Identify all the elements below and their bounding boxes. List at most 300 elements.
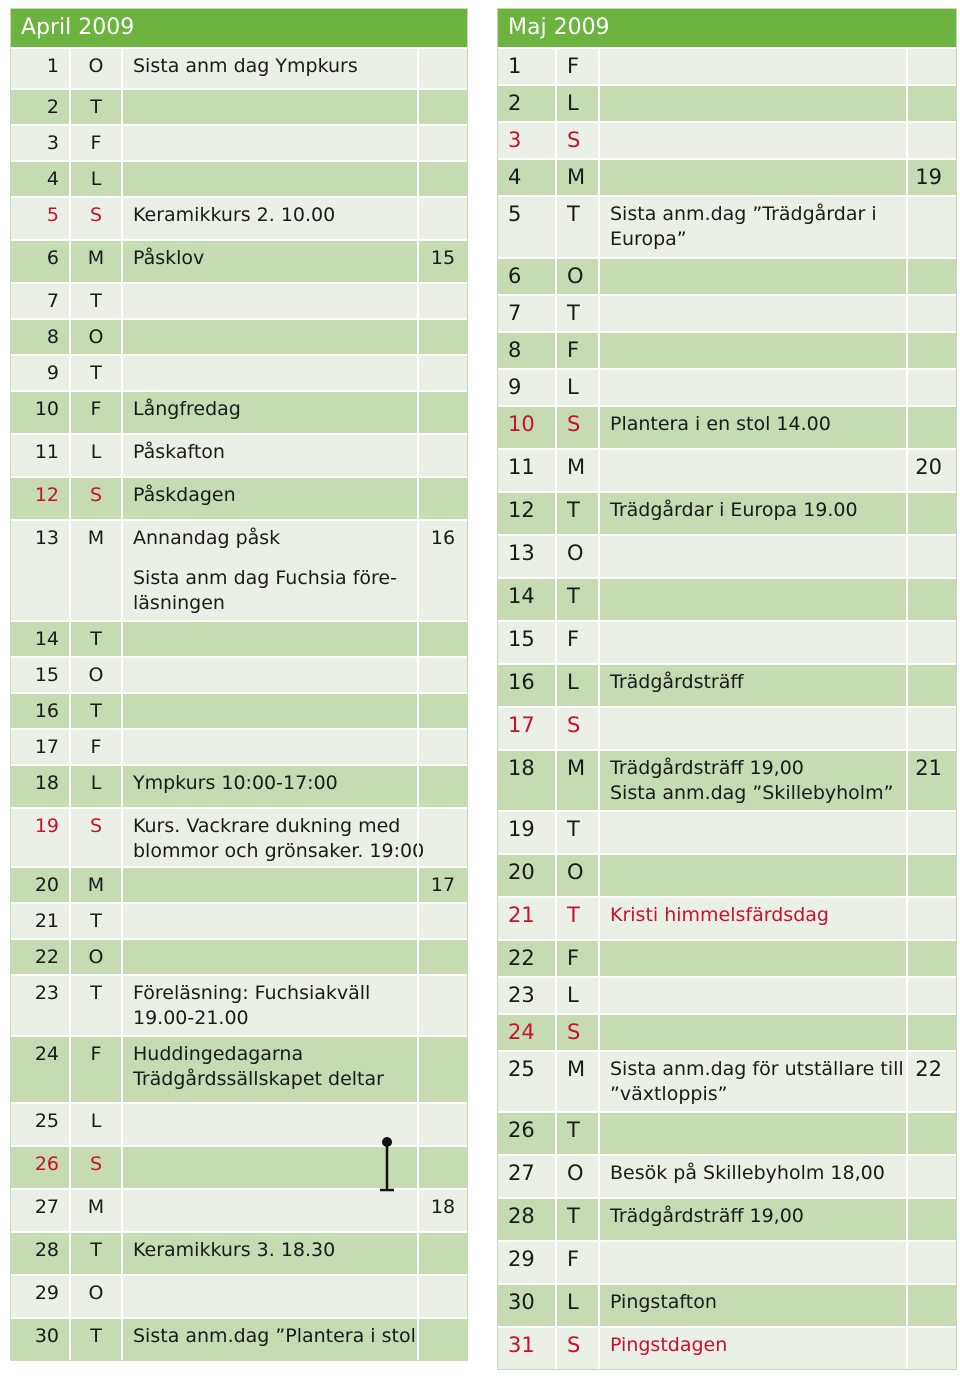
weekday-letter: S bbox=[69, 1147, 121, 1188]
day-number: 18 bbox=[34, 772, 59, 794]
event-cell bbox=[598, 1156, 906, 1197]
day-number: 23 bbox=[508, 983, 535, 1007]
week-number: 17 bbox=[417, 868, 467, 902]
weekday-letter: L bbox=[69, 1104, 121, 1145]
weekday-letter: T bbox=[69, 694, 121, 728]
event-text: Pingstdagen bbox=[610, 1334, 728, 1356]
event-cell bbox=[121, 1190, 417, 1231]
weekday-letter: S bbox=[69, 198, 121, 239]
event-cell bbox=[121, 1037, 417, 1102]
day-row bbox=[498, 331, 956, 368]
weekday-letter: M bbox=[69, 521, 121, 620]
text-cursor-icon bbox=[377, 1136, 397, 1194]
day-number: 13 bbox=[508, 541, 535, 565]
day-number: 11 bbox=[508, 455, 535, 479]
weekday-letter: M bbox=[69, 1190, 121, 1231]
day-row bbox=[11, 88, 467, 124]
week-number bbox=[417, 392, 467, 433]
day-row bbox=[11, 974, 467, 1035]
day-number: 2 bbox=[46, 96, 59, 118]
event-cell bbox=[121, 392, 417, 433]
event-cell bbox=[121, 940, 417, 974]
weekday-letter: S bbox=[69, 809, 121, 866]
weekday-letter: T bbox=[555, 579, 598, 620]
week-number bbox=[906, 1242, 956, 1283]
week-number bbox=[417, 809, 467, 866]
day-number: 30 bbox=[34, 1325, 59, 1347]
day-number: 16 bbox=[508, 670, 535, 694]
day-number: 10 bbox=[508, 412, 535, 436]
week-number bbox=[417, 976, 467, 1035]
event-text: Ympkurs 10:00-17:00 bbox=[133, 772, 338, 794]
day-number: 28 bbox=[34, 1239, 59, 1261]
event-cell bbox=[121, 658, 417, 692]
day-number: 21 bbox=[34, 910, 59, 932]
week-number: 21 bbox=[906, 751, 956, 810]
weekday-letter: T bbox=[555, 197, 598, 257]
day-row bbox=[498, 158, 956, 195]
event-cell bbox=[598, 579, 906, 620]
event-cell bbox=[598, 1285, 906, 1326]
event-cell bbox=[598, 259, 906, 294]
weekday-letter: L bbox=[555, 86, 598, 121]
day-number: 11 bbox=[34, 441, 59, 463]
day-number: 29 bbox=[508, 1247, 535, 1271]
week-number bbox=[906, 978, 956, 1013]
day-number: 9 bbox=[46, 362, 59, 384]
day-row bbox=[11, 433, 467, 476]
week-number bbox=[417, 1276, 467, 1317]
weekday-letter: F bbox=[69, 392, 121, 433]
week-number: 16 bbox=[417, 521, 467, 620]
week-number bbox=[417, 162, 467, 196]
event-text: Sista anm.dag för utställare till bbox=[610, 1058, 904, 1080]
day-number: 16 bbox=[34, 700, 59, 722]
day-number: 17 bbox=[508, 713, 535, 737]
week-number bbox=[417, 904, 467, 938]
week-number bbox=[906, 123, 956, 158]
event-cell bbox=[598, 333, 906, 368]
day-number: 1 bbox=[508, 54, 522, 78]
event-text: Annandag påsk bbox=[133, 527, 281, 549]
week-number bbox=[906, 493, 956, 534]
event-cell bbox=[121, 126, 417, 160]
event-text: ”växtloppis” bbox=[610, 1083, 728, 1105]
day-row bbox=[11, 318, 467, 354]
weekday-letter: L bbox=[69, 766, 121, 807]
event-cell bbox=[598, 1242, 906, 1283]
day-row bbox=[11, 1035, 467, 1102]
event-cell bbox=[121, 320, 417, 354]
week-number: 15 bbox=[417, 241, 467, 282]
day-row bbox=[498, 577, 956, 620]
week-number bbox=[417, 478, 467, 519]
event-text: Keramikkurs 2. 10.00 bbox=[133, 204, 336, 226]
week-number bbox=[906, 1015, 956, 1050]
week-number bbox=[906, 407, 956, 448]
day-number: 17 bbox=[34, 736, 59, 758]
weekday-letter: M bbox=[555, 1052, 598, 1111]
day-row bbox=[11, 1274, 467, 1317]
day-row bbox=[11, 866, 467, 902]
day-row bbox=[11, 47, 467, 88]
event-cell bbox=[598, 812, 906, 853]
day-rows bbox=[498, 47, 956, 1369]
weekday-letter: O bbox=[69, 49, 121, 88]
day-row bbox=[498, 663, 956, 706]
event-cell bbox=[598, 898, 906, 939]
day-number: 6 bbox=[46, 247, 59, 269]
event-cell bbox=[598, 197, 906, 257]
event-text: Keramikkurs 3. 18.30 bbox=[133, 1239, 336, 1261]
event-cell bbox=[121, 730, 417, 764]
event-text: Huddingedagarna bbox=[133, 1043, 304, 1065]
week-number bbox=[906, 855, 956, 896]
event-cell bbox=[598, 622, 906, 663]
day-number: 14 bbox=[34, 628, 59, 650]
day-row bbox=[11, 1145, 467, 1188]
event-cell bbox=[121, 162, 417, 196]
day-row bbox=[498, 749, 956, 810]
day-row bbox=[498, 1050, 956, 1111]
event-cell bbox=[598, 160, 906, 195]
week-number bbox=[906, 579, 956, 620]
event-cell bbox=[598, 450, 906, 491]
day-number: 15 bbox=[34, 664, 59, 686]
week-number bbox=[417, 1319, 467, 1360]
weekday-letter: T bbox=[69, 284, 121, 318]
weekday-letter: S bbox=[555, 1328, 598, 1369]
day-row bbox=[498, 84, 956, 121]
week-number bbox=[417, 1037, 467, 1102]
day-row bbox=[11, 1102, 467, 1145]
day-row bbox=[11, 620, 467, 656]
weekday-letter: O bbox=[555, 259, 598, 294]
weekday-letter: S bbox=[555, 1015, 598, 1050]
month-title: April 2009 bbox=[11, 9, 467, 47]
weekday-letter: F bbox=[555, 941, 598, 976]
week-number bbox=[906, 1113, 956, 1154]
weekday-letter: O bbox=[69, 1276, 121, 1317]
day-number: 4 bbox=[508, 165, 522, 189]
event-cell bbox=[121, 766, 417, 807]
day-row bbox=[498, 896, 956, 939]
week-number bbox=[417, 1104, 467, 1145]
day-number: 26 bbox=[34, 1153, 59, 1175]
day-number: 22 bbox=[34, 946, 59, 968]
day-row bbox=[11, 902, 467, 938]
week-number bbox=[417, 356, 467, 390]
day-number: 8 bbox=[508, 338, 522, 362]
event-text: Europa” bbox=[610, 228, 687, 250]
day-row bbox=[498, 405, 956, 448]
week-number bbox=[417, 49, 467, 88]
event-text: Trädgårdar i Europa 19.00 bbox=[610, 499, 858, 521]
event-text: Påsklov bbox=[133, 247, 205, 269]
day-row bbox=[498, 853, 956, 896]
week-number bbox=[417, 320, 467, 354]
day-number: 26 bbox=[508, 1118, 535, 1142]
event-cell bbox=[121, 1147, 417, 1188]
week-number bbox=[417, 766, 467, 807]
week-number bbox=[906, 333, 956, 368]
day-number: 19 bbox=[34, 815, 59, 837]
day-row bbox=[498, 1197, 956, 1240]
week-number bbox=[906, 708, 956, 749]
event-text: läsningen bbox=[133, 592, 225, 614]
calendar-maj bbox=[497, 8, 957, 1370]
day-number: 27 bbox=[508, 1161, 535, 1185]
day-row bbox=[498, 195, 956, 257]
week-number bbox=[417, 940, 467, 974]
weekday-letter: F bbox=[555, 622, 598, 663]
weekday-letter: T bbox=[69, 904, 121, 938]
event-cell bbox=[121, 976, 417, 1035]
day-row bbox=[498, 1326, 956, 1369]
day-number: 12 bbox=[34, 484, 59, 506]
weekday-letter: O bbox=[69, 940, 121, 974]
day-row bbox=[498, 491, 956, 534]
day-number: 23 bbox=[34, 982, 59, 1004]
month-title: Maj 2009 bbox=[498, 9, 956, 47]
day-number: 6 bbox=[508, 264, 522, 288]
day-row bbox=[11, 728, 467, 764]
event-text: Föreläsning: Fuchsiakväll bbox=[133, 982, 371, 1004]
day-row bbox=[498, 810, 956, 853]
weekday-letter: O bbox=[69, 320, 121, 354]
week-number bbox=[417, 622, 467, 656]
weekday-letter: M bbox=[555, 751, 598, 810]
event-cell bbox=[121, 622, 417, 656]
day-number: 3 bbox=[508, 128, 522, 152]
day-row bbox=[11, 1188, 467, 1231]
day-row bbox=[11, 519, 467, 620]
event-cell bbox=[121, 284, 417, 318]
weekday-letter: S bbox=[555, 123, 598, 158]
day-number: 22 bbox=[508, 946, 535, 970]
day-row bbox=[11, 124, 467, 160]
weekday-letter: T bbox=[555, 1113, 598, 1154]
day-number: 5 bbox=[508, 202, 522, 226]
event-text: Sista anm.dag ”Plantera i stol bbox=[133, 1325, 416, 1347]
event-text: Sista anm.dag ”Skillebyholm” bbox=[610, 782, 894, 804]
week-number bbox=[906, 622, 956, 663]
day-number: 27 bbox=[34, 1196, 59, 1218]
day-row bbox=[498, 257, 956, 294]
week-number bbox=[906, 49, 956, 84]
event-cell bbox=[598, 370, 906, 405]
event-text: 19.00-21.00 bbox=[133, 1007, 249, 1029]
week-number bbox=[906, 86, 956, 121]
event-cell bbox=[121, 809, 425, 866]
day-row bbox=[11, 239, 467, 282]
day-row bbox=[498, 448, 956, 491]
week-number: 20 bbox=[906, 450, 956, 491]
week-number bbox=[417, 198, 467, 239]
day-number: 2 bbox=[508, 91, 522, 115]
week-number: 18 bbox=[417, 1190, 467, 1231]
weekday-letter: T bbox=[555, 1199, 598, 1240]
day-row bbox=[11, 196, 467, 239]
event-text: Sista anm dag Fuchsia före- bbox=[133, 567, 397, 589]
day-number: 29 bbox=[34, 1282, 59, 1304]
event-cell bbox=[121, 1319, 417, 1360]
day-row bbox=[11, 938, 467, 974]
day-number: 28 bbox=[508, 1204, 535, 1228]
weekday-letter: L bbox=[555, 978, 598, 1013]
day-number: 7 bbox=[46, 290, 59, 312]
event-cell bbox=[121, 198, 417, 239]
week-number bbox=[417, 284, 467, 318]
event-cell bbox=[598, 855, 906, 896]
day-row bbox=[11, 764, 467, 807]
day-row bbox=[498, 939, 956, 976]
week-number bbox=[906, 898, 956, 939]
day-number: 9 bbox=[508, 375, 522, 399]
day-number: 19 bbox=[508, 817, 535, 841]
weekday-letter: O bbox=[555, 855, 598, 896]
week-number: 22 bbox=[906, 1052, 956, 1111]
event-cell bbox=[598, 751, 906, 810]
weekday-letter: L bbox=[555, 370, 598, 405]
day-number: 20 bbox=[34, 874, 59, 896]
weekday-letter: T bbox=[69, 622, 121, 656]
weekday-letter: T bbox=[555, 296, 598, 331]
event-text: Trädgårdsträff bbox=[610, 671, 744, 693]
day-row bbox=[498, 121, 956, 158]
event-text: Plantera i en stol 14.00 bbox=[610, 413, 831, 435]
event-cell bbox=[598, 978, 906, 1013]
day-number: 25 bbox=[34, 1110, 59, 1132]
week-number bbox=[906, 1328, 956, 1369]
day-number: 18 bbox=[508, 756, 535, 780]
day-row bbox=[498, 368, 956, 405]
day-number: 8 bbox=[46, 326, 59, 348]
weekday-letter: T bbox=[555, 812, 598, 853]
week-number bbox=[906, 259, 956, 294]
day-row bbox=[11, 807, 467, 866]
day-row bbox=[11, 692, 467, 728]
event-cell bbox=[121, 241, 417, 282]
event-cell bbox=[598, 665, 906, 706]
weekday-letter: T bbox=[69, 1319, 121, 1360]
day-number: 30 bbox=[508, 1290, 535, 1314]
week-number: 19 bbox=[906, 160, 956, 195]
week-number bbox=[417, 435, 467, 476]
week-number bbox=[906, 197, 956, 257]
event-cell bbox=[121, 868, 417, 902]
weekday-letter: F bbox=[555, 333, 598, 368]
day-row bbox=[11, 1231, 467, 1274]
day-row bbox=[498, 1283, 956, 1326]
week-number bbox=[417, 658, 467, 692]
day-row bbox=[498, 706, 956, 749]
week-number bbox=[417, 1233, 467, 1274]
event-cell bbox=[121, 904, 417, 938]
day-number: 12 bbox=[508, 498, 535, 522]
day-number: 5 bbox=[46, 204, 59, 226]
day-row bbox=[11, 354, 467, 390]
event-text: blommor och grönsaker. 19:00 bbox=[133, 840, 425, 862]
week-number bbox=[906, 1285, 956, 1326]
week-number bbox=[906, 1199, 956, 1240]
day-row bbox=[498, 534, 956, 577]
weekday-letter: F bbox=[69, 1037, 121, 1102]
event-cell bbox=[598, 708, 906, 749]
day-row bbox=[11, 656, 467, 692]
weekday-letter: M bbox=[69, 241, 121, 282]
event-text: Kurs. Vackrare dukning med bbox=[133, 815, 401, 837]
day-number: 7 bbox=[508, 301, 522, 325]
event-cell bbox=[598, 536, 906, 577]
event-cell bbox=[121, 694, 417, 728]
weekday-letter: F bbox=[69, 126, 121, 160]
event-text: Besök på Skillebyholm 18,00 bbox=[610, 1162, 885, 1184]
event-text: Kristi himmelsfärdsdag bbox=[610, 904, 829, 926]
week-number bbox=[906, 536, 956, 577]
event-cell bbox=[121, 90, 417, 124]
event-text: Påskdagen bbox=[133, 484, 236, 506]
event-cell bbox=[121, 435, 417, 476]
event-cell bbox=[121, 521, 417, 620]
weekday-letter: L bbox=[555, 1285, 598, 1326]
day-row bbox=[498, 1240, 956, 1283]
day-row bbox=[11, 160, 467, 196]
weekday-letter: O bbox=[69, 658, 121, 692]
weekday-letter: T bbox=[69, 90, 121, 124]
day-row bbox=[498, 294, 956, 331]
event-cell bbox=[121, 478, 417, 519]
day-number: 4 bbox=[46, 168, 59, 190]
day-number: 24 bbox=[34, 1043, 59, 1065]
weekday-letter: M bbox=[555, 450, 598, 491]
week-number bbox=[906, 296, 956, 331]
week-number bbox=[417, 730, 467, 764]
day-row bbox=[498, 1013, 956, 1050]
week-number bbox=[417, 126, 467, 160]
event-cell bbox=[598, 1113, 906, 1154]
weekday-letter: T bbox=[69, 356, 121, 390]
day-number: 25 bbox=[508, 1057, 535, 1081]
event-text: Sista anm.dag ”Trädgårdar i bbox=[610, 203, 877, 225]
event-text: Pingstafton bbox=[610, 1291, 717, 1313]
event-cell bbox=[121, 49, 417, 88]
event-cell bbox=[598, 407, 906, 448]
event-cell bbox=[598, 1328, 906, 1369]
event-cell bbox=[598, 493, 906, 534]
event-text: Sista anm dag Ympkurs bbox=[133, 55, 358, 77]
day-number: 14 bbox=[508, 584, 535, 608]
weekday-letter: O bbox=[555, 536, 598, 577]
day-number: 1 bbox=[46, 55, 59, 77]
day-row bbox=[11, 476, 467, 519]
event-cell bbox=[121, 356, 417, 390]
weekday-letter: S bbox=[555, 708, 598, 749]
day-row bbox=[498, 976, 956, 1013]
day-row bbox=[498, 1154, 956, 1197]
event-text: Påskafton bbox=[133, 441, 225, 463]
event-cell bbox=[598, 941, 906, 976]
weekday-letter: O bbox=[555, 1156, 598, 1197]
weekday-letter: T bbox=[555, 493, 598, 534]
week-number bbox=[906, 941, 956, 976]
day-row bbox=[498, 620, 956, 663]
day-row bbox=[11, 390, 467, 433]
weekday-letter: F bbox=[555, 1242, 598, 1283]
event-cell bbox=[121, 1104, 417, 1145]
week-number bbox=[417, 694, 467, 728]
day-number: 24 bbox=[508, 1020, 535, 1044]
